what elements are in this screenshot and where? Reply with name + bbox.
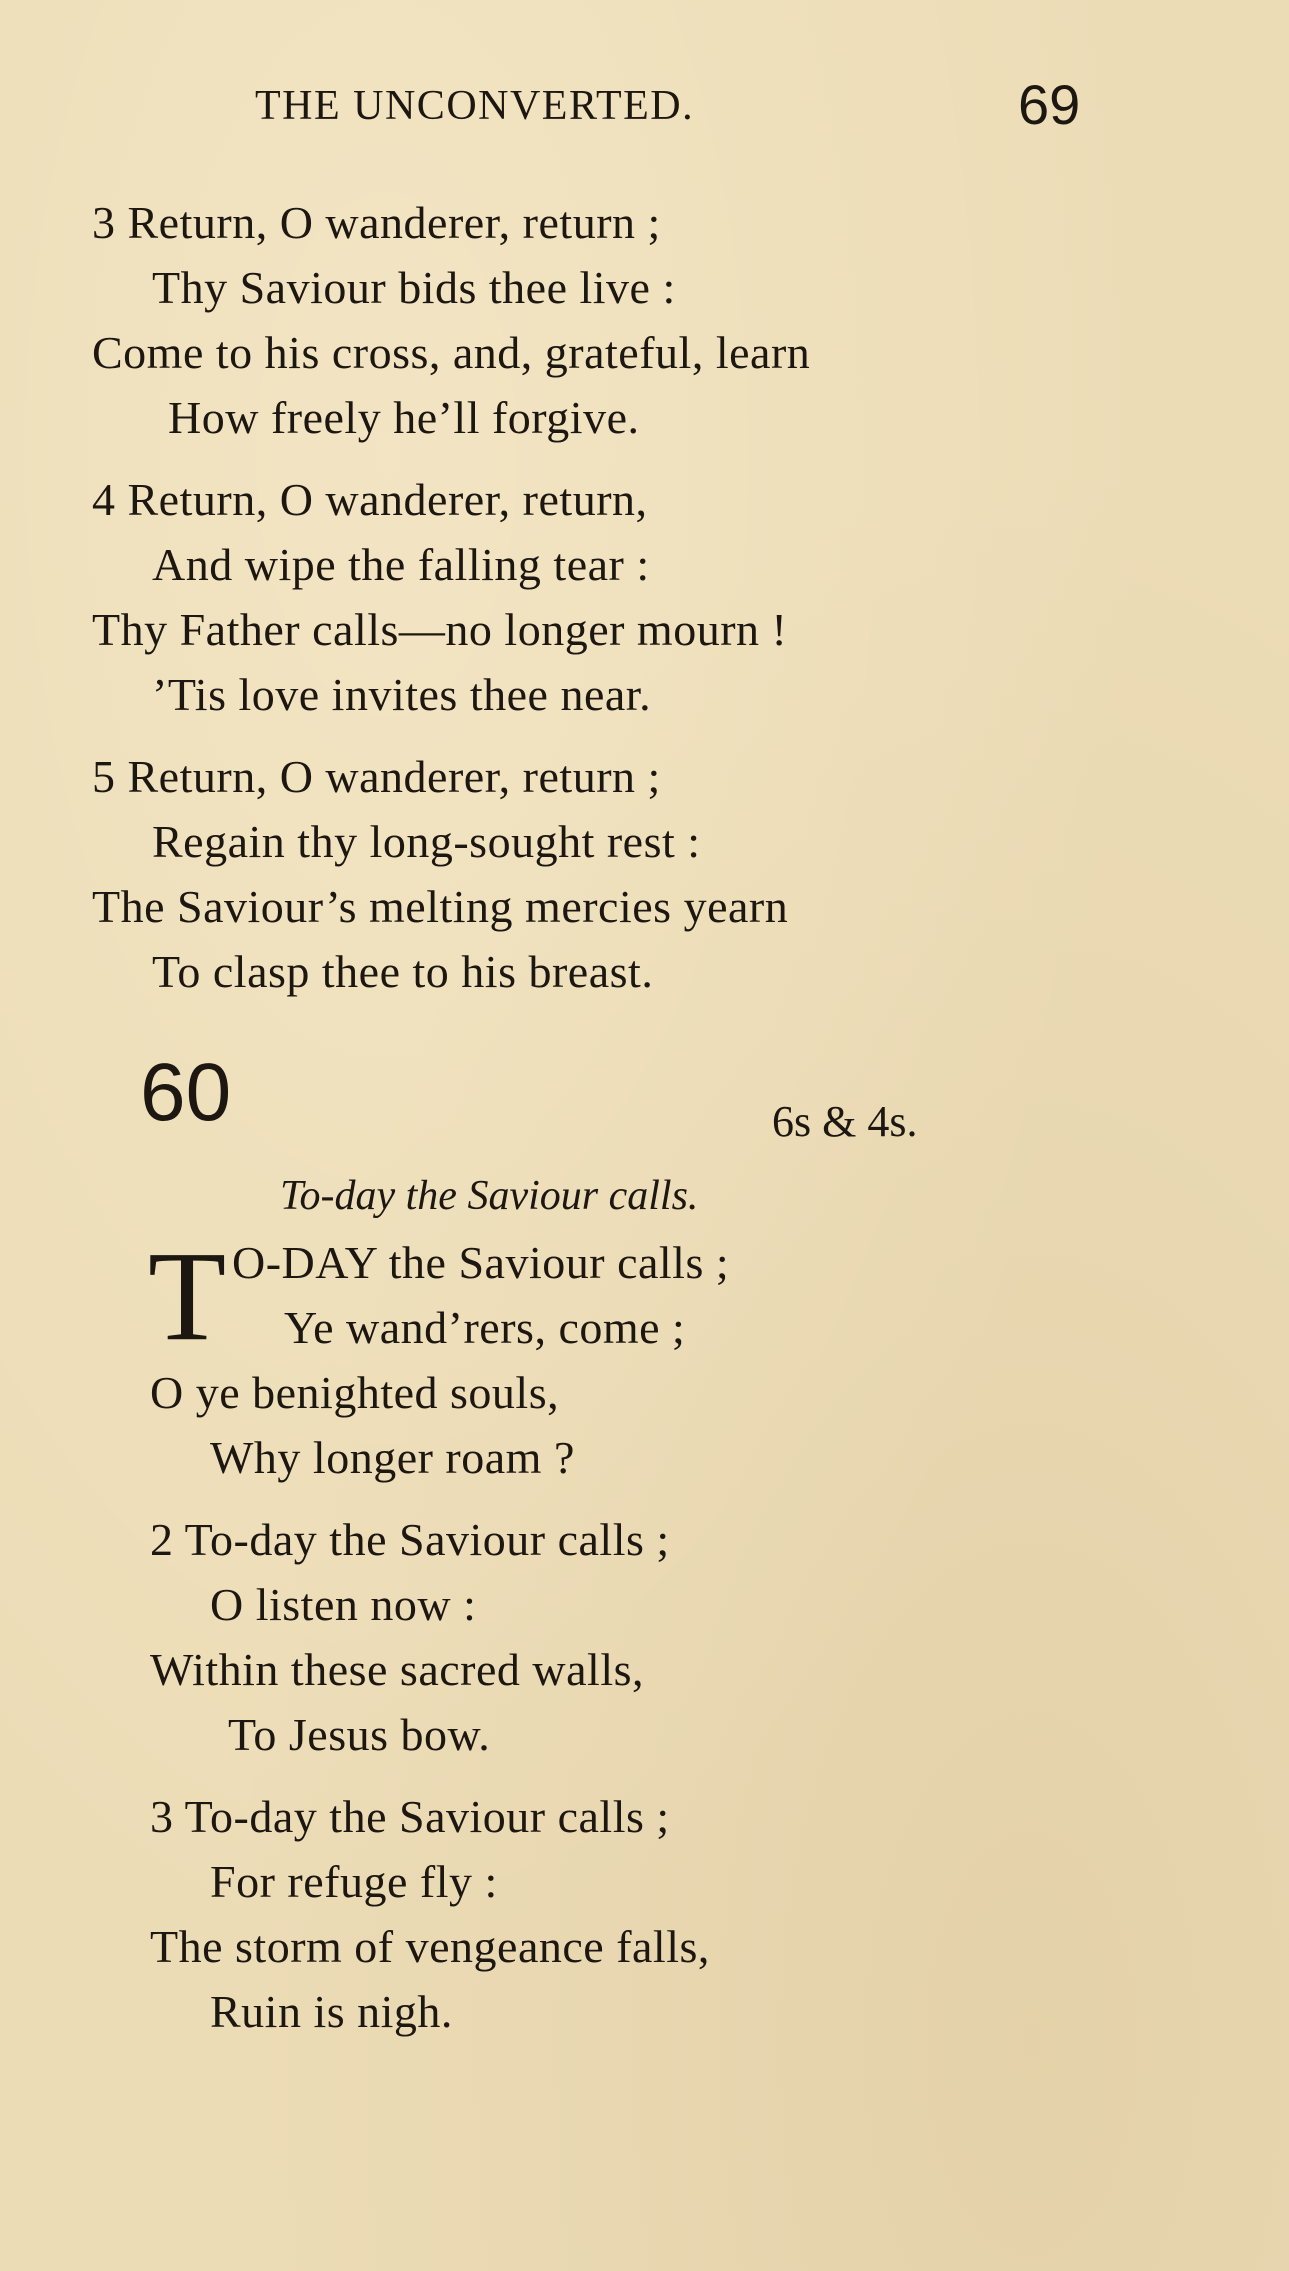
verse-line: Within these sacred walls, (150, 1644, 645, 1695)
verse-line: Thy Saviour bids thee live : (152, 262, 676, 313)
verse-line: To Jesus bow. (228, 1709, 491, 1760)
verse-line: And wipe the falling tear : (152, 539, 650, 590)
verse-line: The storm of vengeance falls, (150, 1921, 710, 1972)
drop-cap: T (148, 1225, 227, 1367)
running-title: THE UNCONVERTED. (255, 83, 695, 129)
verse-line: How freely he’ll forgive. (168, 392, 640, 443)
verse-line: 3 Return, O wanderer, return ; (92, 197, 661, 248)
hymn-title: To-day the Saviour calls. (280, 1173, 699, 1219)
verse-line: Come to his cross, and, grateful, learn (92, 327, 811, 378)
verse-line: To clasp thee to his breast. (152, 946, 654, 997)
verse-line: O listen now : (210, 1579, 477, 1630)
verse-line: 5 Return, O wanderer, return ; (92, 751, 661, 802)
verse-line: ’Tis love invites thee near. (152, 669, 652, 720)
verse-line: 3 To-day the Saviour calls ; (150, 1791, 670, 1842)
verse-line: For refuge fly : (210, 1856, 498, 1907)
verse-line: Why longer roam ? (210, 1432, 575, 1483)
verse-line: Ye wand’rers, come ; (284, 1302, 686, 1353)
hymn-meter: 6s & 4s. (772, 1097, 918, 1146)
verse-line: 2 To-day the Saviour calls ; (150, 1514, 670, 1565)
verse-line: Ruin is nigh. (210, 1986, 453, 2037)
verse-line: Thy Father calls—no longer mourn ! (92, 604, 788, 655)
verse-line: The Saviour’s melting mercies yearn (92, 881, 789, 932)
verse-line: O-DAY the Saviour calls ; (232, 1237, 730, 1288)
verse-line: Regain thy long-sought rest : (152, 816, 701, 867)
verse-line: O ye benighted souls, (150, 1367, 560, 1418)
page-number: 69 (1018, 73, 1081, 136)
verse-line: 4 Return, O wanderer, return, (92, 474, 648, 525)
hymn-number: 60 (140, 1047, 232, 1138)
